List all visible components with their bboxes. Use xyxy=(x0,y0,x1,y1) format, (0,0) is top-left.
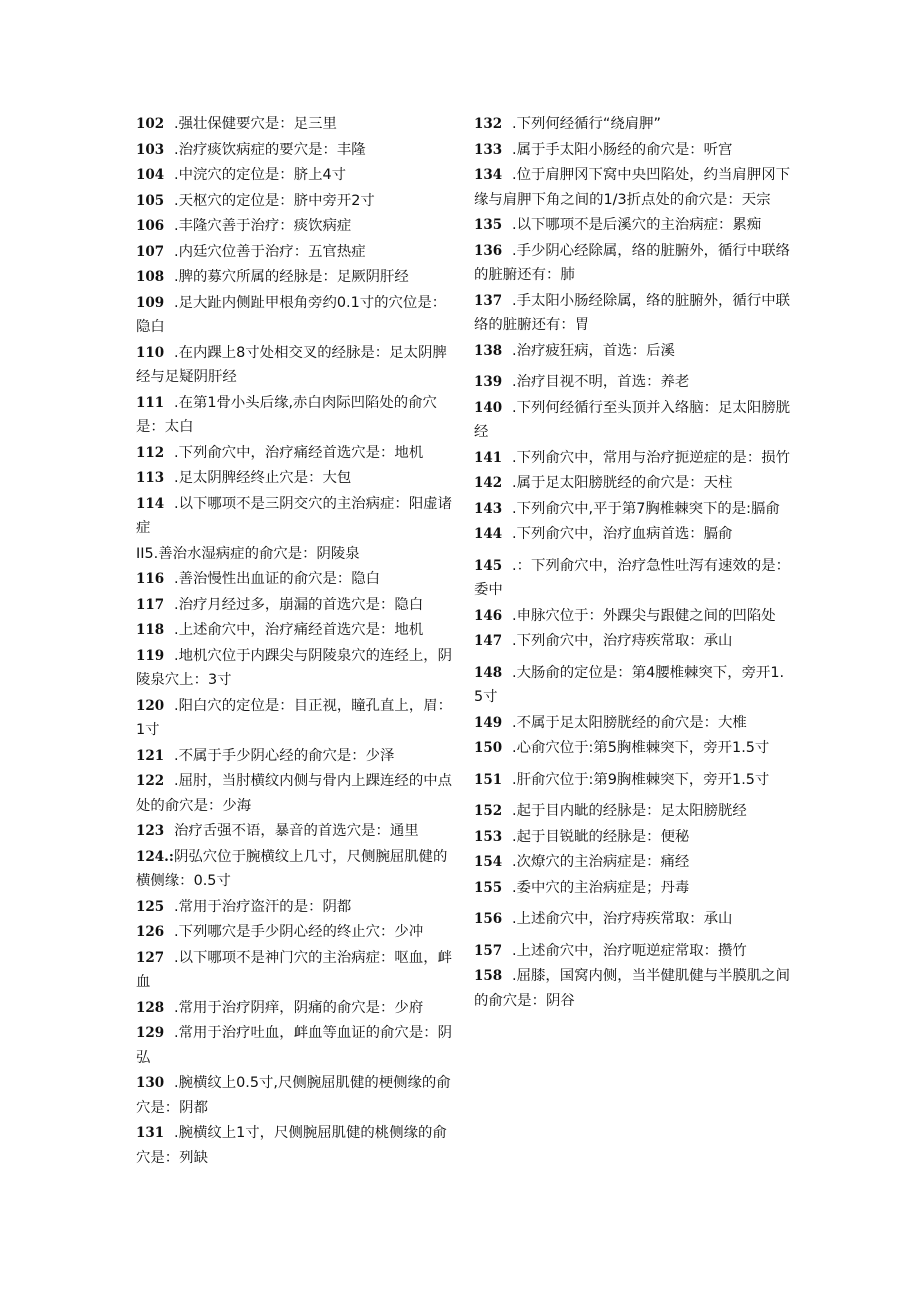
list-item xyxy=(136,138,458,163)
list-item xyxy=(136,265,458,290)
list-item xyxy=(136,895,458,920)
item-text: .起于目内眦的经脉是：足太阳膀胱经 xyxy=(512,803,747,819)
item-number: 120 xyxy=(136,697,165,714)
item-number: 121 xyxy=(136,747,165,764)
item-number: 113 xyxy=(136,470,165,486)
item-text: .足太阴脾经终止穴是：大包 xyxy=(174,470,352,486)
item-text: .常用于治疗阴痒，阴痛的俞穴是：少府 xyxy=(174,999,424,1016)
item-number: 118 xyxy=(136,622,165,638)
list-item xyxy=(136,189,458,214)
item-number: 152 xyxy=(474,803,503,819)
item-text: .脾的募穴所属的经脉是：足厥阴肝经 xyxy=(174,269,409,285)
list-item xyxy=(474,604,792,629)
item-number: 109 xyxy=(136,294,165,311)
item-number: 136 xyxy=(474,242,503,259)
item-text: .下列哪穴是手少阴心经的终止穴：少冲 xyxy=(174,924,424,940)
item-text: .治疗目视不明，首选：养老 xyxy=(512,374,690,390)
item-text: .内廷穴位善于治疗：五官热症 xyxy=(174,243,366,260)
item-text: .阳白穴的定位是：目正视，瞳孔直上，眉：1寸 xyxy=(136,697,452,738)
list-item xyxy=(474,799,792,824)
item-text: .属于手太阳小肠经的俞穴是：听宫 xyxy=(512,141,733,158)
list-item xyxy=(474,396,792,445)
list-item xyxy=(474,289,792,338)
list-item xyxy=(474,112,792,137)
item-number: 122 xyxy=(136,773,165,789)
item-text: .：下列俞穴中，治疗急性吐泻有速效的是：委中 xyxy=(474,557,790,598)
list-item xyxy=(136,920,458,945)
list-item xyxy=(136,644,458,693)
item-number: 107 xyxy=(136,243,165,260)
item-number: 142 xyxy=(474,475,503,491)
list-item xyxy=(136,291,458,340)
item-number: 102 xyxy=(136,116,165,132)
list-item xyxy=(136,214,458,239)
item-text: .下列俞穴中，常用与治疗扼逆症的是：损竹 xyxy=(512,449,790,466)
item-number: 158 xyxy=(474,968,503,984)
item-text: .手少阴心经除属，络的脏腑外，循行中联络的脏腑还有：肺 xyxy=(474,242,790,283)
list-item xyxy=(474,522,792,547)
list-item xyxy=(474,497,792,522)
item-text: .下列何经循行“绕肩胛” xyxy=(512,116,662,132)
list-item xyxy=(474,370,792,395)
item-number: 104 xyxy=(136,167,165,183)
list-item xyxy=(136,744,458,769)
item-number: 154 xyxy=(474,854,503,870)
item-text: 治疗舌强不语，暴音的首选穴是：通里 xyxy=(174,823,419,839)
list-item xyxy=(136,946,458,995)
list-item xyxy=(474,239,792,288)
list-item xyxy=(136,845,458,894)
item-number: 143 xyxy=(474,500,503,517)
item-text: .上述俞穴中，治疗痛经首选穴是：地机 xyxy=(174,622,424,638)
item-text: .属于足太阳膀胱经的俞穴是：天柱 xyxy=(512,475,733,491)
item-number: 112 xyxy=(136,444,165,461)
item-number: 133 xyxy=(474,141,503,158)
item-text: .起于目锐眦的经脉是：便秘 xyxy=(512,828,690,845)
left-column xyxy=(136,112,458,1171)
list-item xyxy=(474,339,792,364)
item-text: .在第1骨小头后缘,赤白肉际凹陷处的俞穴是：太白 xyxy=(136,394,437,435)
list-item xyxy=(136,240,458,265)
item-text: .腕横纹上0.5寸,尺侧腕屈肌健的梗侧缘的俞穴是：阴都 xyxy=(136,1075,451,1116)
item-number: 114 xyxy=(136,495,165,512)
item-text: .屈肘，当肘横纹内侧与骨内上踝连经的中点处的俞穴是：少海 xyxy=(136,773,452,814)
item-text: .下列俞穴中，治疗痛经首选穴是：地机 xyxy=(174,444,424,461)
list-item xyxy=(474,629,792,654)
list-item xyxy=(136,1121,458,1170)
item-number: 110 xyxy=(136,344,165,361)
item-text: .不属于足太阳膀胱经的俞穴是：大椎 xyxy=(512,714,747,731)
list-item xyxy=(136,466,458,491)
item-number: 144 xyxy=(474,526,503,542)
list-item xyxy=(136,341,458,390)
list-item xyxy=(136,694,458,743)
list-item xyxy=(136,542,458,567)
item-text: .下列何经循行至头顶并入络脑：足太阳膀胱经 xyxy=(474,399,790,440)
list-item xyxy=(474,736,792,761)
item-text: .不属于手少阴心经的俞穴是：少泽 xyxy=(174,747,395,764)
item-text: .在内踝上8寸处相交叉的经脉是：足太阴脾经与足疑阴肝经 xyxy=(136,344,447,385)
item-text: .天枢穴的定位是：脐中旁开2寸 xyxy=(174,192,375,209)
item-number: 111 xyxy=(136,394,165,411)
item-text: .次燎穴的主治病症是：痛经 xyxy=(512,854,690,870)
item-number: 123 xyxy=(136,823,165,839)
item-number: 117 xyxy=(136,596,165,613)
list-item xyxy=(474,876,792,901)
item-number: 153 xyxy=(474,828,503,845)
item-number: 103 xyxy=(136,141,165,158)
list-item xyxy=(136,996,458,1021)
item-number: 108 xyxy=(136,269,165,285)
item-text: II5.善治水湿病症的俞穴是：阴陵泉 xyxy=(136,545,360,562)
item-text: .上述俞穴中，治疗呃逆症常取：攒竹 xyxy=(512,942,747,959)
item-text: .腕横纹上1寸，尺侧腕屈肌健的桃侧缘的俞穴是：列缺 xyxy=(136,1125,447,1166)
item-text: .肝俞穴位于:第9胸椎棘突下，旁开1.5寸 xyxy=(512,771,770,788)
list-item xyxy=(474,446,792,471)
item-text: .以下哪项不是后溪穴的主治病症：累痴 xyxy=(512,217,762,233)
list-item xyxy=(136,593,458,618)
item-number: 126 xyxy=(136,924,165,940)
item-text: .常用于治疗吐血，衅血等血证的俞穴是：阴弘 xyxy=(136,1025,452,1066)
item-text: .下列俞穴中，治疗血病首选：膈俞 xyxy=(512,526,733,542)
list-item xyxy=(474,711,792,736)
list-item xyxy=(474,163,792,212)
list-item xyxy=(136,819,458,844)
item-number: 139 xyxy=(474,374,503,390)
list-item xyxy=(136,567,458,592)
item-text: .手太阳小肠经除属，络的脏腑外，循行中联络的脏腑还有：胃 xyxy=(474,292,790,333)
item-text: .上述俞穴中，治疗痔疾常取：承山 xyxy=(512,911,733,927)
item-number: 125 xyxy=(136,898,165,915)
item-number: 134 xyxy=(474,167,503,183)
list-item xyxy=(474,213,792,238)
item-text: .丰隆穴善于治疗：痰饮病症 xyxy=(174,218,352,234)
list-item xyxy=(136,441,458,466)
item-number: 138 xyxy=(474,342,503,359)
item-number: 124.: xyxy=(136,848,174,865)
list-item xyxy=(136,618,458,643)
item-number: 150 xyxy=(474,740,503,756)
item-text: .以下哪项不是神门穴的主治病症：呕血，衅血 xyxy=(136,949,452,990)
item-text: .治疗月经过多，崩漏的首选穴是：隐白 xyxy=(174,596,424,613)
item-number: 151 xyxy=(474,771,503,788)
item-text: .治疗疲狂病，首选：后溪 xyxy=(512,342,675,359)
item-number: 137 xyxy=(474,292,503,309)
right-column xyxy=(474,112,792,1014)
item-number: 146 xyxy=(474,607,503,624)
list-item xyxy=(136,492,458,541)
item-number: 156 xyxy=(474,911,503,927)
item-number: 149 xyxy=(474,714,503,731)
item-number: 132 xyxy=(474,116,503,132)
item-number: 106 xyxy=(136,218,165,234)
item-number: 147 xyxy=(474,633,503,649)
item-number: 155 xyxy=(474,879,503,896)
item-number: 116 xyxy=(136,571,165,587)
item-number: 129 xyxy=(136,1025,165,1041)
list-item xyxy=(474,471,792,496)
item-text: .地机穴位于内踝尖与阴陵泉穴的连经上，阴陵泉穴上：3寸 xyxy=(136,647,452,688)
item-number: 145 xyxy=(474,557,503,574)
item-text: .足大趾内侧趾甲根角旁约0.1寸的穴位是：隐白 xyxy=(136,294,447,335)
item-text: 阴弘穴位于腕横纹上几寸，尺侧腕屈肌健的横侧缘：0.5寸 xyxy=(136,848,448,889)
item-text: .治疗痰饮病症的要穴是：丰隆 xyxy=(174,141,366,158)
item-text: .下列俞穴中,平于第7胸椎棘突下的是:膈俞 xyxy=(512,500,780,517)
item-text: .屈膝，国窝内侧，当半健肌健与半膜肌之间的俞穴是：阴谷 xyxy=(474,968,790,1009)
item-number: 135 xyxy=(474,217,503,233)
item-text: .委中穴的主治病症是；丹毒 xyxy=(512,879,690,896)
list-item xyxy=(474,907,792,932)
list-item xyxy=(474,661,792,710)
item-number: 141 xyxy=(474,449,503,466)
list-item xyxy=(136,163,458,188)
list-item xyxy=(136,112,458,137)
item-text: .心俞穴位于:第5胸椎棘突下，旁开1.5寸 xyxy=(512,740,770,756)
list-item xyxy=(474,768,792,793)
item-text: .位于肩胛冈下窝中央凹陷处，约当肩胛冈下缘与肩胛下角之间的1/3折点处的俞穴是：天宗 xyxy=(474,167,790,208)
item-text: .以下哪项不是三阴交穴的主治病症：阳虚诸症 xyxy=(136,495,452,536)
item-number: 128 xyxy=(136,999,165,1016)
item-number: 119 xyxy=(136,647,165,664)
list-item xyxy=(136,1071,458,1120)
list-item xyxy=(136,769,458,818)
list-item xyxy=(474,554,792,603)
item-number: 131 xyxy=(136,1125,165,1141)
list-item xyxy=(474,825,792,850)
item-text: .善治慢性出血证的俞穴是：隐白 xyxy=(174,571,381,587)
item-number: 127 xyxy=(136,949,165,966)
item-text: .申脉穴位于：外踝尖与跟健之间的凹陷处 xyxy=(512,607,776,624)
item-text: .强壮保健要穴是：足三里 xyxy=(174,116,337,132)
list-item xyxy=(136,391,458,440)
item-text: .大肠俞的定位是：第4腰椎棘突下，旁开1.5寸 xyxy=(474,664,785,705)
item-text: .常用于治疗盗汗的是：阴都 xyxy=(174,898,352,915)
list-item xyxy=(474,939,792,964)
item-number: 140 xyxy=(474,399,503,416)
item-text: .中浣穴的定位是：脐上4寸 xyxy=(174,167,347,183)
item-number: 105 xyxy=(136,192,165,209)
item-number: 157 xyxy=(474,942,503,959)
list-item xyxy=(474,964,792,1013)
list-item xyxy=(136,1021,458,1070)
list-item xyxy=(474,138,792,163)
item-text: .下列俞穴中，治疗痔疾常取：承山 xyxy=(512,633,733,649)
item-number: 148 xyxy=(474,664,503,681)
list-item xyxy=(474,850,792,875)
item-number: 130 xyxy=(136,1075,165,1091)
